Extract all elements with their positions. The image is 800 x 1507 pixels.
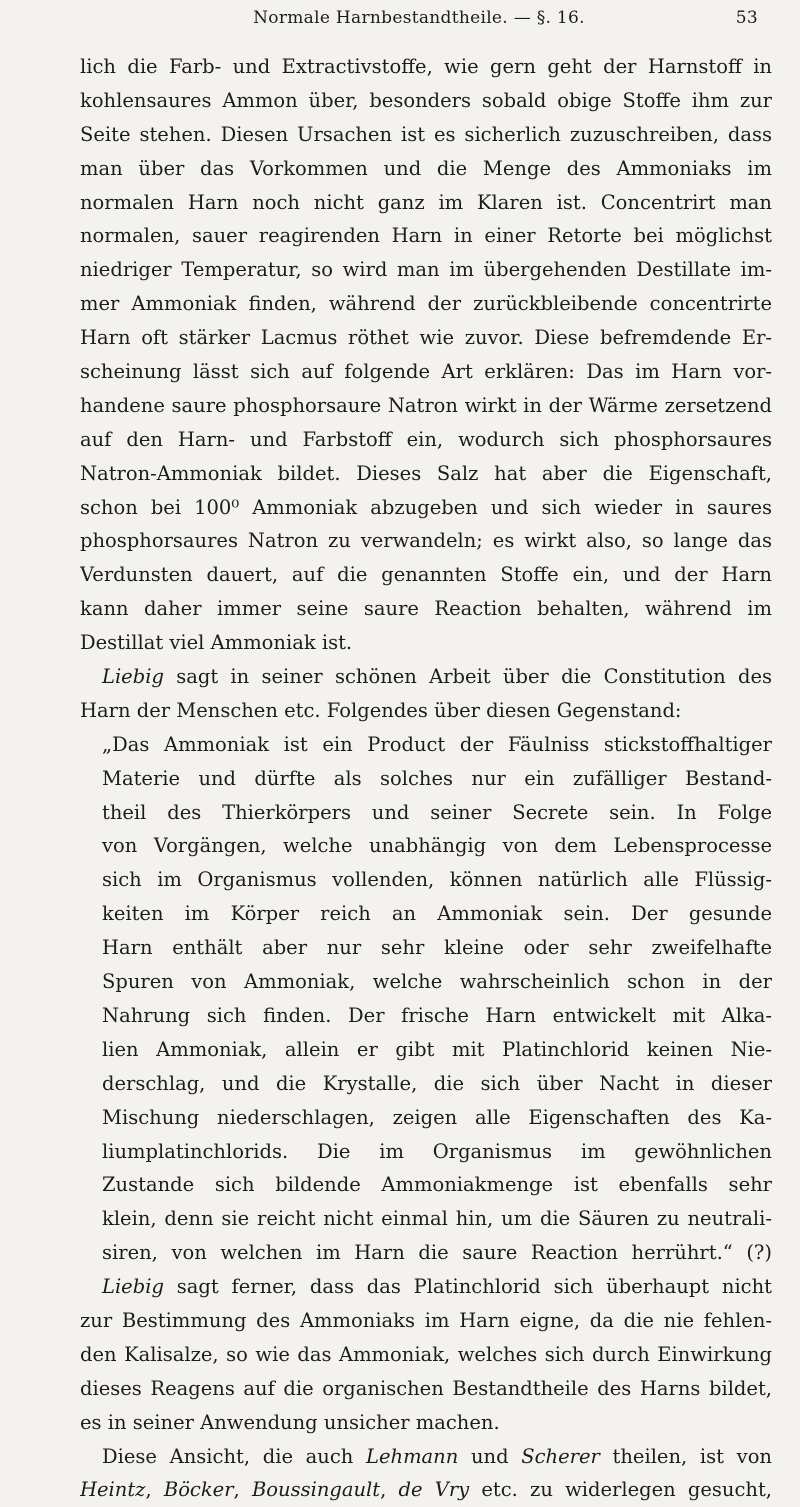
text-line: siren, von welchen im Harn die saure Reaction herrührt.“ (?) [102, 1241, 772, 1265]
page-body [80, 50, 772, 1507]
text-line: dieses Reagens auf die organischen Bestandtheile des Harns bildet, [80, 1376, 772, 1400]
text-line: liumplatinchlorids. Die im Organismus im gewöhnlichen [102, 1139, 772, 1163]
text-line: zur Bestimmung des Ammoniaks im Harn eigne, da die nie fehlen- [80, 1308, 772, 1332]
text-line: kohlensaures Ammon über, besonders sobald obige Stoffe ihm zur [80, 88, 772, 112]
text-line: Materie und dürfte als solches nur ein zufälliger Bestand- [102, 766, 772, 790]
text-line: scheinung lässt sich auf folgende Art erklären: Das im Harn vor- [80, 360, 772, 384]
page-header [80, 8, 758, 48]
text-line: Liebig sagt ferner, dass das Platinchlorid sich überhaupt nicht [102, 1275, 772, 1299]
text-line: Natron-Ammoniak bildet. Dieses Salz hat aber die Eigenschaft, [80, 461, 772, 485]
text-line: den Kalisalze, so wie das Ammoniak, welches sich durch Einwirkung [80, 1342, 772, 1366]
text-line: es in seiner Anwendung unsicher machen. [80, 1410, 500, 1434]
text-line: niedriger Temperatur, so wird man im übergehenden Destillate im- [80, 258, 772, 282]
text-line: schon bei 100⁰ Ammoniak abzugeben und sich wieder in saures [80, 495, 772, 519]
text-line: Spuren von Ammoniak, welche wahrscheinlich schon in der [102, 970, 772, 994]
text-line: Heintz, Böcker, Boussingault, de Vry etc. zu widerlegen gesucht, [80, 1478, 772, 1502]
text-line: normalen Harn noch nicht ganz im Klaren ist. Concentrirt man [80, 190, 772, 214]
text-line: Destillat viel Ammoniak ist. [80, 631, 353, 655]
text-line: Harn der Menschen etc. Folgendes über diesen Gegenstand: [80, 698, 682, 722]
text-line: auf den Harn- und Farbstoff ein, wodurch sich phosphorsaures [80, 427, 772, 451]
text-line: „Das Ammoniak ist ein Product der Fäulniss stickstoffhaltiger [102, 732, 772, 756]
text-line: Harn enthält aber nur sehr kleine oder sehr zweifelhafte [102, 936, 772, 960]
text-line: handene saure phosphorsaure Natron wirkt in der Wärme zersetzend [80, 393, 772, 417]
page-number: 53 [735, 8, 758, 28]
text-line: normalen, sauer reagirenden Harn in einer Retorte bei möglichst [80, 224, 772, 248]
text-line: klein, denn sie reicht nicht einmal hin, um die Säuren zu neutrali- [102, 1207, 772, 1231]
text-line: sich im Organismus vollenden, können natürlich alle Flüssig- [102, 868, 772, 892]
text-line: Seite stehen. Diesen Ursachen ist es sicherlich zuzuschreiben, dass [80, 122, 772, 146]
text-line: phosphorsaures Natron zu verwandeln; es wirkt also, so lange das [80, 529, 772, 553]
text-line: theil des Thierkörpers und seiner Secrete sein. In Folge [102, 800, 772, 824]
text-line: lich die Farb- und Extractivstoffe, wie gern geht der Harnstoff in [80, 55, 772, 78]
running-title: Normale Harnbestandtheile. — §. 16. [253, 8, 585, 28]
text-line: man über das Vorkommen und die Menge des Ammoniaks im [80, 156, 772, 180]
text-line: Liebig sagt in seiner schönen Arbeit über die Constitution des [102, 665, 772, 689]
text-line: derschlag, und die Krystalle, die sich über Nacht in dieser [102, 1071, 772, 1095]
text-line: Mischung niederschlagen, zeigen alle Eigenschaften des Ka- [102, 1105, 772, 1129]
text-line: Zustande sich bildende Ammoniakmenge ist ebenfalls sehr [102, 1173, 772, 1197]
text-line: Diese Ansicht, die auch Lehmann und Scherer theilen, ist von [102, 1444, 772, 1468]
text-line: mer Ammoniak finden, während der zurückbleibende concentrirte [80, 292, 772, 316]
text-line: Harn oft stärker Lacmus röthet wie zuvor. Diese befremdende Er- [80, 326, 772, 350]
text-line: keiten im Körper reich an Ammoniak sein. Der gesunde [102, 902, 772, 926]
text-line: lien Ammoniak, allein er gibt mit Platinchlorid keinen Nie- [102, 1037, 772, 1061]
text-line: Nahrung sich finden. Der frische Harn entwickelt mit Alka- [102, 1003, 772, 1027]
text-line: Verdunsten dauert, auf die genannten Stoffe ein, und der Harn [80, 563, 772, 587]
text-line: kann daher immer seine saure Reaction behalten, während im [80, 597, 772, 621]
text-line: von Vorgängen, welche unabhängig von dem Lebensprocesse [102, 834, 772, 858]
